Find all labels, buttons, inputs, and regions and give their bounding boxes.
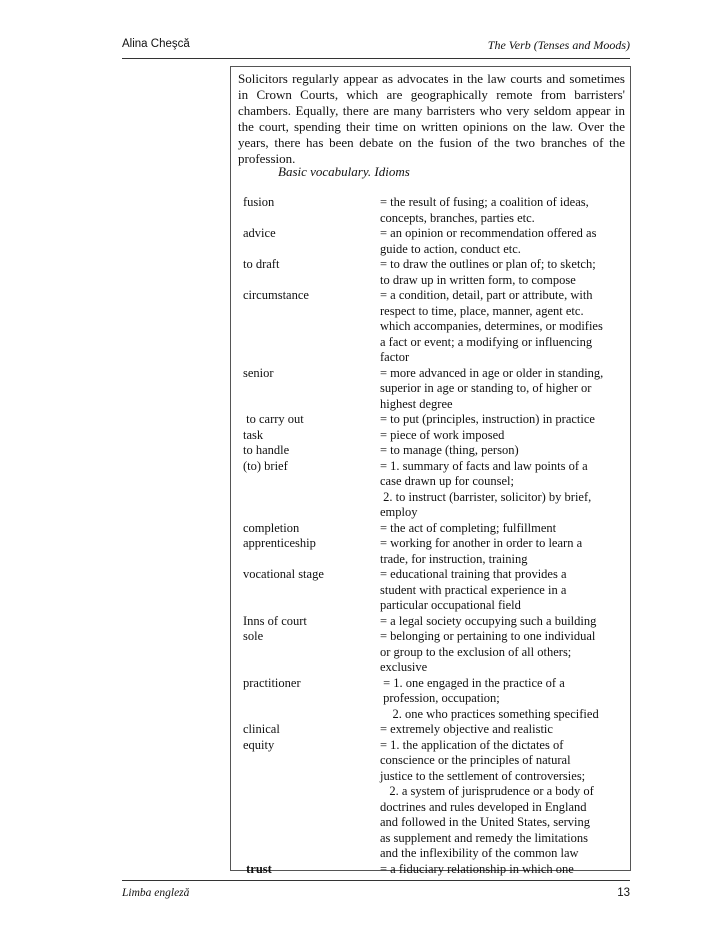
vocab-term: equity (243, 737, 275, 752)
vocab-definition (380, 226, 624, 257)
header-rule (122, 58, 630, 59)
definition-line: = to put (principles, instruction) in practice (380, 412, 595, 426)
vocab-definition (380, 459, 624, 521)
vocab-term: apprenticeship (243, 536, 316, 550)
definition-line: conscience or the principles of natural (380, 753, 571, 767)
vocab-term: to draft (243, 257, 280, 271)
definition-line: = 1. summary of facts and law points of a (380, 458, 588, 473)
vocab-term: completion (243, 520, 300, 535)
definition-line: as supplement and remedy the limitations (380, 830, 588, 845)
vocab-definition (380, 629, 624, 676)
vocab-entry (243, 614, 628, 630)
vocab-definition (380, 428, 624, 444)
vocab-term: practitioner (243, 675, 301, 690)
vocab-definition (380, 614, 624, 630)
vocab-entry (243, 366, 628, 413)
vocab-term: advice (243, 226, 276, 240)
definition-line: = educational training that provides a (380, 567, 567, 581)
definition-line: = a fiduciary relationship in which one (380, 861, 574, 876)
definition-line: = 1. the application of the dictates of (380, 737, 564, 752)
vocab-entry (243, 443, 628, 459)
definition-line: and the inflexibility of the common law (380, 846, 579, 860)
vocab-term: vocational stage (243, 567, 324, 581)
definition-line: which accompanies, determines, or modifies (380, 319, 603, 333)
definition-line: = a legal society occupying such a building (380, 613, 597, 628)
vocab-term: Inns of court (243, 613, 307, 628)
definition-line: 2. a system of jurisprudence or a body of (380, 784, 594, 798)
vocab-term: fusion (243, 195, 275, 209)
content-box (230, 66, 631, 876)
definition-line: = a condition, detail, part or attribute, with (380, 288, 593, 302)
vocab-definition (380, 676, 624, 723)
vocab-entry (243, 629, 628, 676)
page-number: 13 (617, 887, 630, 899)
definition-line: = more advanced in age or older in standing, (380, 365, 604, 380)
definition-line: employ (380, 505, 418, 519)
vocab-term: task (243, 427, 264, 442)
vocab-definition (380, 722, 624, 738)
vocab-entry (243, 226, 628, 257)
definition-line: case drawn up for counsel; (380, 474, 514, 488)
vocab-term: to carry out (243, 412, 304, 426)
definition-line: = piece of work imposed (380, 427, 505, 442)
vocabulary-list (243, 195, 628, 877)
definition-line: doctrines and rules developed in England (380, 799, 587, 814)
vocab-term: sole (243, 629, 264, 643)
page-header (122, 38, 630, 56)
footer-course: Limba engleză (122, 887, 190, 899)
vocab-entry (243, 412, 628, 428)
definition-line: = the result of fusing; a coalition of ideas, (380, 195, 589, 209)
vocab-definition (380, 521, 624, 537)
definition-line: = 1. one engaged in the practice of a (380, 675, 565, 690)
vocab-definition (380, 567, 624, 614)
vocab-entry (243, 288, 628, 366)
definition-line: = extremely objective and realistic (380, 722, 553, 736)
vocab-entry (243, 567, 628, 614)
definition-line: or group to the exclusion of all others; (380, 644, 572, 659)
vocab-entry (243, 536, 628, 567)
vocab-definition (380, 366, 624, 413)
definition-line: profession, occupation; (380, 691, 500, 705)
definition-line: factor (380, 350, 410, 364)
vocab-definition (380, 288, 624, 366)
definition-line: trade, for instruction, training (380, 551, 528, 566)
definition-line: = working for another in order to learn a (380, 536, 583, 550)
header-title: The Verb (Tenses and Moods) (487, 38, 630, 52)
definition-line: particular occupational field (380, 598, 521, 612)
vocab-definition (380, 862, 624, 878)
definition-line: a fact or event; a modifying or influencing (380, 334, 593, 349)
definition-line: student with practical experience in a (380, 582, 567, 597)
vocab-entry (243, 459, 628, 521)
vocab-definition (380, 257, 624, 288)
definition-line: highest degree (380, 396, 453, 411)
vocab-entry (243, 428, 628, 444)
definition-line: and followed in the United States, serving (380, 815, 591, 829)
vocab-entry (243, 738, 628, 862)
vocab-definition (380, 443, 624, 459)
definition-line: = the act of completing; fulfillment (380, 520, 557, 535)
vocab-entry (243, 257, 628, 288)
vocab-term: (to) brief (243, 458, 288, 473)
vocab-definition (380, 738, 624, 862)
intro-paragraph: Solicitors regularly appear as advocates in the law courts and sometimes in Crown Courts, which are geographically remote from barristers' chambers. Equally, there are many barristers who very seldom appear in the court, spending their time on written opinions on the law. Over the years, there has been debate on the fusion of the two branches of the profession. (238, 71, 625, 166)
header-author: Alina Cheşcă (122, 38, 190, 50)
vocab-entry (243, 722, 628, 738)
vocab-term: circumstance (243, 288, 309, 302)
vocab-term: trust (243, 861, 272, 876)
definition-line: justice to the settlement of controversies; (380, 768, 586, 783)
definition-line: = to manage (thing, person) (380, 443, 519, 457)
definition-line: respect to time, place, manner, agent etc. (380, 303, 584, 318)
definition-line: superior in age or standing to, of higher or (380, 381, 592, 395)
vocab-term: senior (243, 365, 274, 380)
vocab-term: clinical (243, 722, 280, 736)
footer-rule (122, 880, 630, 881)
definition-line: 2. to instruct (barrister, solicitor) by brief, (380, 489, 592, 504)
vocab-definition (380, 412, 624, 428)
definition-line: = belonging or pertaining to one individual (380, 629, 596, 643)
vocab-definition (380, 536, 624, 567)
definition-line: 2. one who practices something specified (380, 706, 599, 721)
vocab-entry (243, 195, 628, 226)
definition-line: exclusive (380, 660, 428, 674)
definition-line: = to draw the outlines or plan of; to sketch; (380, 257, 596, 271)
vocab-entry (243, 676, 628, 723)
vocab-definition (380, 195, 624, 226)
definition-line: concepts, branches, parties etc. (380, 210, 535, 225)
vocab-entry (243, 521, 628, 537)
definition-line: = an opinion or recommendation offered as (380, 226, 597, 240)
vocab-term: to handle (243, 443, 290, 457)
definition-line: guide to action, conduct etc. (380, 241, 521, 256)
vocabulary-heading: Basic vocabulary. Idioms (278, 164, 410, 179)
vocab-entry (243, 862, 628, 878)
definition-line: to draw up in written form, to compose (380, 272, 576, 287)
